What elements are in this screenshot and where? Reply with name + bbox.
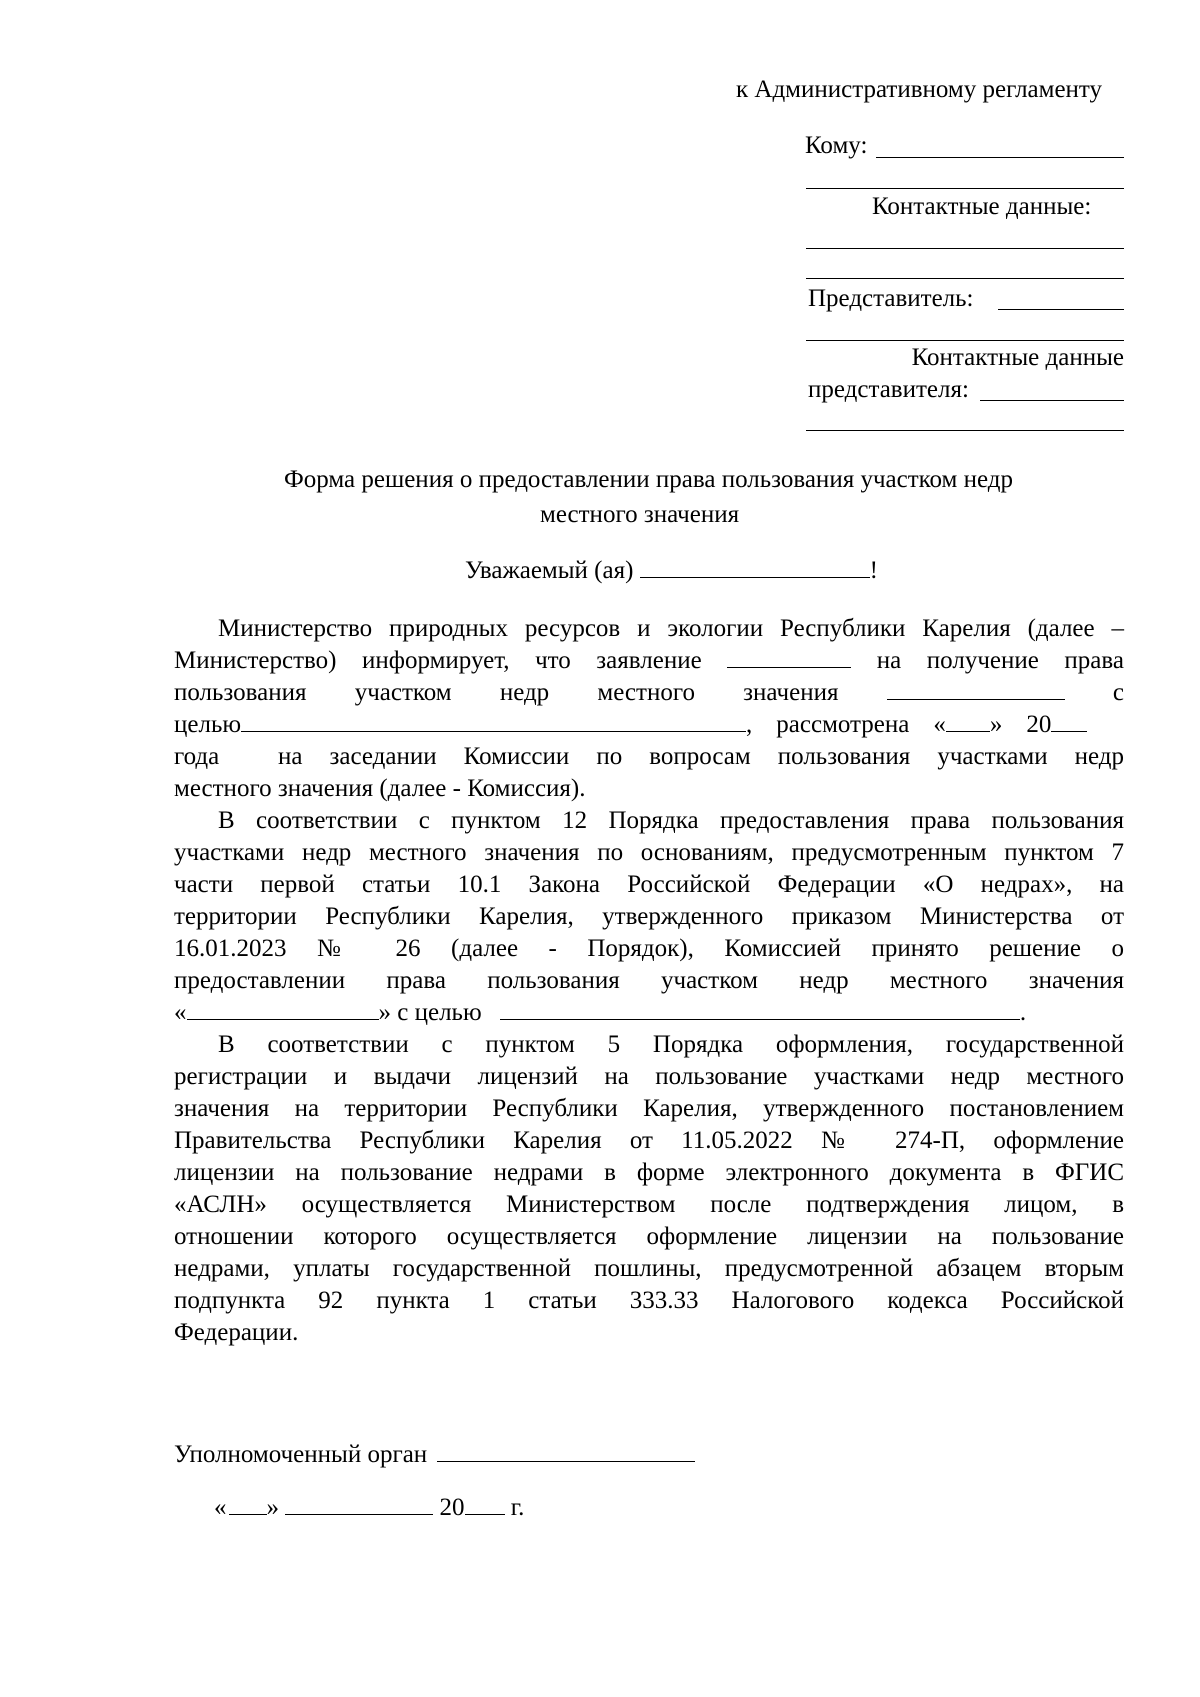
p1-l2-w3: что <box>535 647 571 674</box>
subsoil-site-field <box>887 677 1065 700</box>
date-year-prefix: 20 <box>439 1494 465 1521</box>
contacts-line-2 <box>806 278 1124 279</box>
p3-line-3: значения на территории Республики Карелия, утвержденного постановлением <box>174 1095 1124 1122</box>
p1-l4-w2: рассмотрена <box>776 711 910 738</box>
p1-l5-w1: года <box>174 743 220 770</box>
p2-l7-end: . <box>1019 999 1027 1026</box>
decision-purpose-field <box>500 997 1020 1020</box>
review-year-field <box>1051 709 1087 732</box>
applicant-field <box>727 645 851 668</box>
salutation-name-field <box>640 555 870 578</box>
p2-line-3: части первой статьи 10.1 Закона Российской Федерации «О недрах», на <box>174 871 1124 898</box>
recipient-line-2 <box>806 188 1124 189</box>
p1-l2-w4: заявление <box>596 647 702 674</box>
p1-l4-comma: , <box>746 711 753 738</box>
p1-l3-w4: местного <box>597 679 695 706</box>
decision-site-field <box>187 997 379 1020</box>
p1-l3-w3: недр <box>499 679 550 706</box>
appendix-reference: к Административному регламенту <box>736 76 1103 103</box>
rep-contacts-label-2: представителя: <box>808 376 969 403</box>
date-day-field <box>229 1492 267 1515</box>
p3-line-4: Правительства Республики Карелия от 11.05.2022 № 274-П, оформление <box>174 1127 1124 1154</box>
date-year-field <box>465 1492 505 1515</box>
date-month-field <box>285 1492 433 1515</box>
p1-l2-w2: информирует, <box>362 647 510 674</box>
p1-l5-rest: на заседании Комиссии по вопросам пользования участками недр <box>278 743 1124 770</box>
document-title-line-1: Форма решения о предоставлении права пользования участком недр <box>284 466 1013 493</box>
document-title-line-2: местного значения <box>540 501 740 528</box>
p1-l4-quote-open: « <box>933 711 946 738</box>
contacts-label: Контактные данные: <box>872 193 1092 220</box>
representative-line <box>998 309 1124 310</box>
representative-line-2 <box>806 340 1124 341</box>
p1-line-3 <box>174 677 1124 709</box>
p1-line-4 <box>174 709 1124 741</box>
p2-line-5: 16.01.2023 № 26 (далее - Порядок), Комиссией принято решение о <box>174 935 1124 962</box>
authority-field <box>437 1439 695 1462</box>
salutation-text: Уважаемый (ая) <box>465 557 634 584</box>
p2-line-1: В соответствии с пунктом 12 Порядка предоставления права пользования <box>218 807 1124 834</box>
p1-line-2 <box>174 645 1124 677</box>
date-quote-open: « <box>214 1494 227 1521</box>
p3-line-7: отношении которого осуществляется оформление лицензии на пользование <box>174 1223 1124 1250</box>
p1-l2-w6: получение <box>926 647 1039 674</box>
contacts-line-1 <box>806 248 1124 249</box>
p1-l2-w7: права <box>1064 647 1124 674</box>
review-day-field <box>946 709 990 732</box>
p1-line-1: Министерство природных ресурсов и экологии Республики Карелия (далее – <box>218 615 1124 642</box>
p3-line-6: «АСЛН» осуществляется Министерством после подтверждения лицом, в <box>174 1191 1124 1218</box>
p3-line-1: В соответствии с пунктом 5 Порядка оформления, государственной <box>218 1031 1124 1058</box>
representative-label: Представитель: <box>808 285 974 312</box>
p2-line-2: участками недр местного значения по основаниям, предусмотренным пунктом 7 <box>174 839 1124 866</box>
p2-line-6: предоставлении права пользования участком недр местного значения <box>174 967 1124 994</box>
p1-line-5 <box>174 741 1124 773</box>
p1-l4-w1: целью <box>174 711 242 738</box>
p1-l3-w5: значения <box>743 679 839 706</box>
p2-line-7 <box>174 997 1026 1029</box>
date-quote-close: » <box>266 1494 279 1521</box>
p1-line-6: местного значения (далее - Комиссия). <box>174 775 586 802</box>
signature-date <box>214 1492 524 1524</box>
authority-label: Уполномоченный орган <box>174 1441 428 1468</box>
p2-l7-purpose: » с целью <box>378 999 482 1026</box>
p1-l2-w1: Министерство) <box>174 647 337 674</box>
p2-l7-quote-open: « <box>174 999 187 1026</box>
authority-signature <box>174 1439 695 1471</box>
p2-line-4: территории Республики Карелия, утвержденного приказом Министерства от <box>174 903 1124 930</box>
p3-line-8: недрами, уплаты государственной пошлины, предусмотренной абзацем вторым <box>174 1255 1124 1282</box>
p3-line-2: регистрации и выдачи лицензий на пользование участками недр местного <box>174 1063 1124 1090</box>
recipient-label: Кому: <box>805 132 868 159</box>
rep-contacts-label-1: Контактные данные <box>911 344 1124 371</box>
p1-l2-w5: на <box>876 647 902 674</box>
salutation <box>465 555 878 587</box>
p1-l3-w2: участком <box>354 679 452 706</box>
rep-contacts-line-2 <box>806 430 1124 431</box>
p3-line-5: лицензии на пользование недрами в форме электронного документа в ФГИС <box>174 1159 1124 1186</box>
p1-l4-quote-close: » <box>989 711 1003 738</box>
p1-l4-year: 20 <box>1026 711 1052 738</box>
date-year-suffix: г. <box>510 1494 525 1521</box>
p3-line-9: подпункта 92 пункта 1 статьи 333.33 Налогового кодекса Российской <box>174 1287 1124 1314</box>
salutation-end: ! <box>869 557 878 584</box>
recipient-line <box>876 157 1124 158</box>
purpose-field <box>241 709 746 732</box>
rep-contacts-line <box>980 400 1124 401</box>
p1-l3-w6: с <box>1112 679 1124 706</box>
p1-l3-w1: пользования <box>174 679 307 706</box>
p3-line-10: Федерации. <box>174 1319 299 1346</box>
